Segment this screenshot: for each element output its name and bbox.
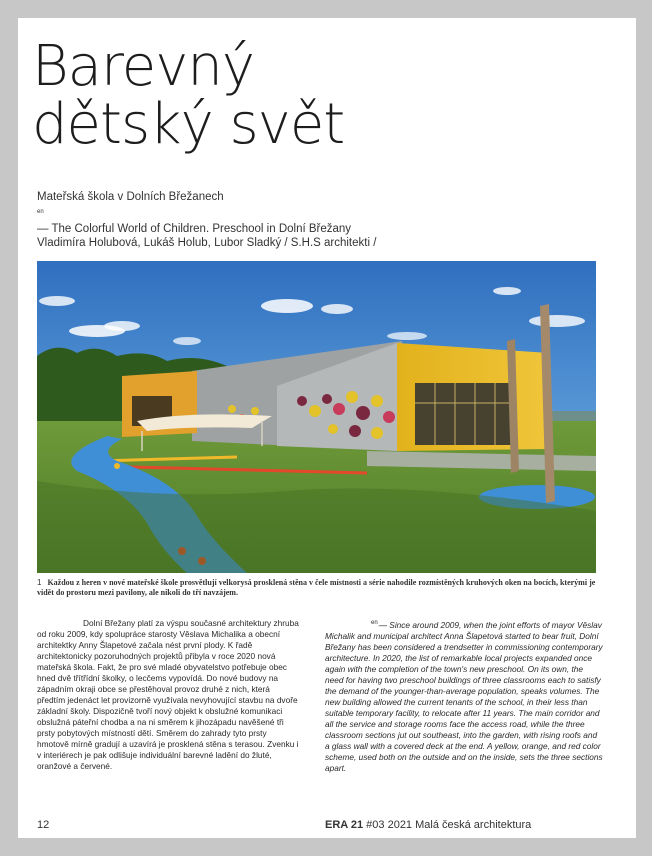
title-line-2: dětský svět bbox=[32, 92, 345, 157]
en-language-tag: en bbox=[371, 620, 378, 626]
magazine-footer bbox=[325, 819, 531, 831]
title-line-1: Barevný bbox=[32, 34, 255, 99]
subtitle-authors: Vladimíra Holubová, Lukáš Holub, Lubor Sladký / S.H.S architekti / bbox=[37, 237, 377, 250]
page-number: 12 bbox=[37, 819, 50, 831]
caption-number: 1 bbox=[37, 578, 42, 587]
subtitle-en-line bbox=[37, 205, 617, 237]
magazine-page bbox=[18, 18, 636, 838]
article-title bbox=[32, 34, 345, 157]
caption-text: Každou z heren v nové mateřské škole prosvětlují velkorysá prosklená stěna v čele místnosti a série nahodile rozmístěných kruhových oken na bocích, kterými je vidět do prostoru mezi pavilony, ale nikoli do tří navzájem. bbox=[37, 578, 596, 597]
subtitle-en: — The Colorful World of Children. Preschool in Dolní Břežany bbox=[37, 222, 352, 235]
subtitle-cz: Mateřská škola v Dolních Břežanech bbox=[37, 191, 224, 203]
preschool-photo-illustration bbox=[37, 261, 596, 573]
magazine-brand: ERA 21 bbox=[325, 819, 364, 831]
body-text-czech: Dolní Břežany platí za výspu současné architektury zhruba od roku 2009, kdy spolupráce starosty Věslava Michalika a obecní architektky Anny Šlapetové začala nést první plody. K řadě architektonicky pozoruhodných projektů přibyla v roce 2020 nová mateřská škola. Fakt, že pro své mladé obyvatelstvo potřebuje obec hned dvě třítřídní školky, o lecčems vypovídá. Do nové budovy na západním okraji obce se přestěhoval provoz druhé z nich, která předtím jedenáct let provizorně využívala nevyhovující stavbu na dvoře základní školy. Dispozičně tvoří nový objekt k obslužné komunikaci obslužná páteřní chodba a na ni směrem k jihozápadu navěšené tři prsty pobytových místností dětí. Směrem do zahrady tyto prsty hmotově mírně gradují a uzavírá je prosklená stěna s terasou. Zvenku i v interiérech je pak odlišuje individuální barevné ladění do žluté, oranžové a červené. bbox=[37, 618, 299, 771]
body-paragraph-english bbox=[325, 618, 603, 774]
article-subtitle bbox=[37, 190, 617, 251]
preschool-photo bbox=[37, 261, 596, 573]
body-column-czech bbox=[37, 618, 299, 772]
photo-caption bbox=[37, 578, 602, 598]
body-column-english bbox=[325, 618, 603, 774]
en-language-tag: en bbox=[37, 208, 44, 215]
magazine-issue: #03 2021 Malá česká architektura bbox=[366, 819, 532, 831]
body-text-english: — Since around 2009, when the joint efforts of mayor Věslav Michalik and municipal architect Anna Šlapetová started to bear fruit, Dolní Břežany has been considered a trendsetter in commissioning contemporary architecture. In 2020, the list of remarkable local projects expanded once again with the completion of the town's new preschool. On its own, the need for having two preschool buildings of three classrooms each to satisfy the demand of the younger-than-average population, speaks volumes. The new building allowed the current tenants of the school, in their less than suitable temporary facility, to relocate after 11 years. The main corridor and all the service and storage rooms face the access road, while the three classroom sections jut out southeast, into the garden, with rising roofs and a glass wall with a covered deck at the end. A yellow, orange, and red color scheme, used both on the outside and on the inside, sets the three sections apart. bbox=[325, 619, 603, 773]
